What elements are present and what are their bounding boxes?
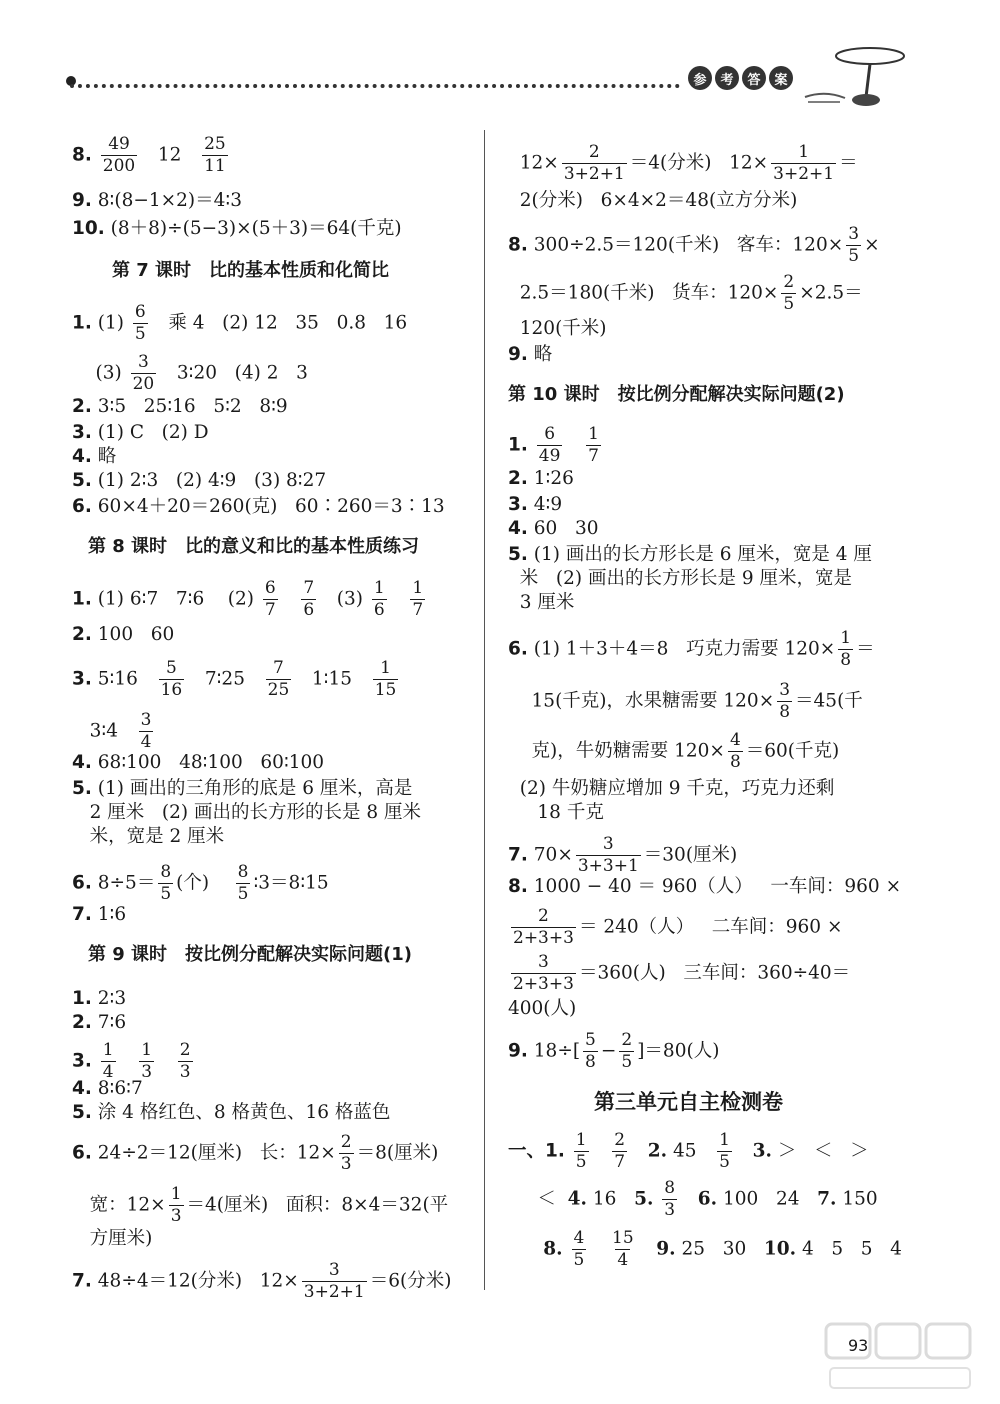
fraction: $\frac{2}{3+2+1}$ <box>563 142 625 184</box>
fraction: $\frac{49}{200}$ <box>102 134 136 176</box>
answer-line: 1. (1) $\frac{6}{5}$ 乘 4 (2) 12 35 0.8 16 <box>72 302 408 344</box>
question-number: 1. <box>72 588 92 610</box>
fraction: $\frac{4}{5}$ <box>573 1228 585 1270</box>
fraction: $\frac{5}{16}$ <box>160 658 183 700</box>
question-number: 4. <box>72 446 92 467</box>
fraction: $\frac{3}{20}$ <box>132 352 155 394</box>
answer-line: 400(人) <box>508 998 577 1019</box>
answer-line: 3. (1) C (2) D <box>72 422 209 443</box>
question-number: 5. <box>72 1102 92 1123</box>
fraction: $\frac{1}{3}$ <box>141 1040 153 1082</box>
answer-line: 1. 2∶3 <box>72 988 127 1009</box>
answer-line: 9. 略 <box>508 344 553 365</box>
question-number: 4. <box>72 752 92 773</box>
answer-line: 9. 8∶(8−1×2)＝4∶3 <box>72 190 242 211</box>
answer-line: 3. 4∶9 <box>508 494 563 515</box>
fraction: $\frac{5}{8}$ <box>585 1030 596 1072</box>
badge-char: 案 <box>769 66 793 90</box>
fraction: $\frac{1}{7}$ <box>412 578 424 620</box>
fraction: $\frac{3}{3+3+1}$ <box>577 834 639 876</box>
fraction: $\frac{1}{3+2+1}$ <box>773 142 835 184</box>
answer-line: 6. (1) 1＋3＋4＝8 巧克力需要 120× $\frac{1}{8}$ ＝ <box>508 628 875 670</box>
fraction: $\frac{3}{3+2+1}$ <box>303 1260 365 1302</box>
page-number: 93 <box>848 1336 869 1355</box>
answer-key-badge <box>688 66 793 90</box>
question-number: 9. <box>72 190 92 211</box>
fraction: $\frac{7}{25}$ <box>267 658 290 700</box>
fraction: $\frac{1}{5}$ <box>575 1130 587 1172</box>
question-number: 8. <box>508 234 528 256</box>
question-number: 2. <box>72 624 92 645</box>
answer-line: 3 厘米 <box>508 592 575 613</box>
answer-line: 4. 68∶100 48∶100 60∶100 <box>72 752 325 773</box>
answer-line: $\frac{2}{2+3+3}$ ＝ 240（人） 二车间：960 × <box>513 906 843 948</box>
fraction: $\frac{7}{6}$ <box>303 578 315 620</box>
answer-line: 4. 8∶6∶7 <box>72 1078 143 1099</box>
answer-line: 3∶4 $\frac{3}{4}$ <box>72 710 152 752</box>
answer-line: 4. 60 30 <box>508 518 599 539</box>
fraction: $\frac{4}{8}$ <box>729 730 741 772</box>
question-number: 2. <box>72 396 92 417</box>
answer-line: 5. (1) 画出的三角形的底是 6 厘米，高是 <box>72 778 413 799</box>
fraction: $\frac{1}{6}$ <box>373 578 385 620</box>
answer-line: 5. (1) 画出的长方形长是 6 厘米，宽是 4 厘 <box>508 544 872 565</box>
fraction: $\frac{1}{8}$ <box>840 628 852 670</box>
question-number: 一、1. <box>508 1140 565 1162</box>
question-number: 9. <box>508 344 528 365</box>
answer-line: 8. $\frac{4}{5}$ $\frac{15}{4}$ 9. 25 30 10. 4 5 5 4 <box>543 1228 902 1270</box>
answer-line: 2 厘米 (2) 画出的长方形的长是 8 厘米 <box>72 802 422 823</box>
question-number: 1. <box>508 434 528 456</box>
question-number: 3. <box>72 668 92 690</box>
answer-line: 6. 60×4＋20＝260(克) 60∶260＝3∶13 <box>72 496 445 517</box>
fraction: $\frac{25}{11}$ <box>204 134 226 176</box>
fraction: $\frac{1}{5}$ <box>719 1130 730 1172</box>
fraction: $\frac{8}{3}$ <box>664 1178 676 1220</box>
fraction: $\frac{2}{7}$ <box>614 1130 626 1172</box>
answer-line: 宽：12× $\frac{1}{3}$ ＝4(厘米) 面积：8×4＝32(平 <box>72 1184 449 1226</box>
answer-line: 2. 3∶5 25∶16 5∶2 8∶9 <box>72 396 288 417</box>
question-number: 1. <box>72 312 92 334</box>
answer-line: 3. 5∶16 $\frac{5}{16}$ 7∶25 $\frac{7}{25}$ 1∶15 $\frac{1}{15}$ <box>72 658 397 700</box>
answer-line: 12× $\frac{2}{3+2+1}$ ＝4(分米) 12× $\frac{1}{3+2+1}$ ＝ <box>508 142 858 184</box>
fraction: $\frac{3}{2+3+3}$ <box>513 952 574 994</box>
question-number: 4. <box>72 1078 92 1099</box>
column-divider <box>484 130 485 1290</box>
answer-line: 2.5＝180(千米) 货车：120× $\frac{2}{5}$ ×2.5＝ <box>508 272 863 314</box>
badge-char: 答 <box>742 66 766 90</box>
fraction: $\frac{6}{49}$ <box>538 424 561 466</box>
answer-line: 克)，牛奶糖需要 120× $\frac{4}{8}$ ＝60(千克) <box>508 730 840 772</box>
answer-line: 7. 48÷4＝12(分米) 12× $\frac{3}{3+2+1}$ ＝6(分米) <box>72 1260 452 1302</box>
fraction: $\frac{3}{4}$ <box>140 710 152 752</box>
question-number: 2. <box>72 1012 92 1033</box>
answer-line: $\frac{3}{2+3+3}$ ＝360(人) 三车间：360÷40＝ <box>513 952 851 994</box>
question-number: 10. <box>72 218 105 239</box>
question-number: 1. <box>72 988 92 1009</box>
question-number: 5. <box>72 778 92 799</box>
fraction: $\frac{15}{4}$ <box>612 1228 634 1270</box>
answer-line: 120(千米) <box>508 318 607 339</box>
answer-line: 2. 100 60 <box>72 624 175 645</box>
header-dotted-rule <box>70 74 680 88</box>
answer-line: 2(分米) 6×4×2＝48(立方分米) <box>508 190 798 211</box>
fraction: $\frac{2}{2+3+3}$ <box>513 906 574 948</box>
question-number: 3. <box>72 422 92 443</box>
desk-lamp-icon <box>800 42 910 112</box>
fraction: $\frac{3}{5}$ <box>848 224 860 266</box>
answer-line <box>508 426 604 465</box>
section-title: 第 9 课时 按比例分配解决实际问题(1) <box>88 944 413 965</box>
fraction: $\frac{1}{3}$ <box>170 1184 182 1226</box>
answer-line: 5. (1) 2∶3 (2) 4∶9 (3) 8∶27 <box>72 470 327 491</box>
badge-char: 考 <box>715 66 739 90</box>
question-number: 6. <box>72 1142 92 1164</box>
answer-line: 18 千克 <box>508 802 604 823</box>
question-number: 6. <box>72 872 92 894</box>
section-title: 第 10 课时 按比例分配解决实际问题(2) <box>508 384 845 405</box>
answer-line: 6. 24÷2＝12(厘米) 长：12× $\frac{2}{3}$ ＝8(厘米) <box>72 1132 439 1174</box>
answer-line: ＜ 4. 16 5. $\frac{8}{3}$ 6. 100 24 7. 150 <box>508 1178 878 1220</box>
answer-line: 9. 18÷[ $\frac{5}{8}$ − $\frac{2}{5}$ ]＝80(人) <box>508 1030 720 1072</box>
watermark-logo-icon <box>820 1316 980 1396</box>
fraction: $\frac{2}{5}$ <box>621 1030 633 1072</box>
answer-line: 4. 略 <box>72 446 117 467</box>
answer-line: 2. 1∶26 <box>508 468 574 489</box>
question-number: 8. <box>72 144 92 166</box>
fraction: $\frac{8}{5}$ <box>237 862 249 904</box>
answer-line: 15(千克)，水果糖需要 120× $\frac{3}{8}$ ＝45(千 <box>508 680 863 722</box>
answer-line: 6. 8÷5＝ $\frac{8}{5}$ (个) $\frac{8}{5}$ ∶3＝8∶15 <box>72 862 329 904</box>
question-number: 4. <box>508 518 528 539</box>
section-title: 第 7 课时 比的基本性质和化简比 <box>112 260 390 281</box>
answer-line: (3) $\frac{3}{20}$ 3∶20 (4) 2 3 <box>72 352 308 394</box>
fraction: $\frac{2}{5}$ <box>783 272 795 314</box>
answer-line: 方厘米) <box>72 1228 153 1249</box>
question-number: 7. <box>72 904 92 925</box>
question-number: 3. <box>508 494 528 515</box>
fraction: $\frac{6}{5}$ <box>134 302 146 344</box>
fraction: $\frac{3}{8}$ <box>779 680 791 722</box>
question-number: 3. <box>72 1050 92 1072</box>
answer-line: 8. $\frac{49}{200}$ 12 $\frac{25}{11}$ <box>72 134 226 176</box>
answer-line: 米，宽是 2 厘米 <box>72 826 225 847</box>
fraction: $\frac{2}{3}$ <box>179 1040 191 1082</box>
fraction: $\frac{1}{4}$ <box>102 1040 114 1082</box>
fraction: $\frac{1}{15}$ <box>374 658 397 700</box>
answer-line: 一、1. $\frac{1}{5}$ $\frac{2}{7}$ 2. 45 $\frac{1}{5}$ 3. ＞ ＜ ＞ <box>508 1130 869 1172</box>
question-number: 7. <box>508 844 528 866</box>
fraction: $\frac{8}{5}$ <box>160 862 172 904</box>
question-number: 5. <box>72 470 92 491</box>
answer-line: 5. 涂 4 格红色、8 格黄色、16 格蓝色 <box>72 1102 391 1123</box>
fraction: $\frac{2}{3}$ <box>340 1132 352 1174</box>
question-number: 7. <box>72 1270 92 1292</box>
answer-line: 1. (1) 6∶7 7∶6 (2) $\frac{6}{7}$ $\frac{7}{6}$ (3) $\frac{1}{6}$ $\frac{1}{7}$ <box>72 578 424 620</box>
answer-line: 8. 1000 − 40 ＝ 960（人） 一车间：960 × <box>508 876 902 897</box>
answer-line: (2) 牛奶糖应增加 9 千克，巧克力还剩 <box>508 778 835 799</box>
section-title: 第三单元自主检测卷 <box>594 1090 783 1114</box>
badge-char: 参 <box>688 66 712 90</box>
answer-line: 10. (8＋8)÷(5−3)×(5＋3)＝64(千克) <box>72 218 402 239</box>
answer-line: 7. 70× $\frac{3}{3+3+1}$ ＝30(厘米) <box>508 834 738 876</box>
answer-line: 8. 300÷2.5＝120(千米) 客车：120× $\frac{3}{5}$ × <box>508 224 880 266</box>
answer-line: 米 (2) 画出的长方形长是 9 厘米，宽是 <box>508 568 853 589</box>
question-number: 9. <box>508 1040 528 1062</box>
question-number: 2. <box>508 468 528 489</box>
question-number: 6. <box>72 496 92 517</box>
section-title: 第 8 课时 比的意义和比的基本性质练习 <box>88 536 420 557</box>
question-number: 5. <box>508 544 528 565</box>
answer-line: 2. 7∶6 <box>72 1012 127 1033</box>
question-number: 6. <box>508 638 528 660</box>
answer-line: 7. 1∶6 <box>72 904 127 925</box>
fraction: $\frac{1}{7}$ <box>588 424 599 466</box>
fraction: $\frac{6}{7}$ <box>264 578 276 620</box>
question-number: 8. <box>508 876 528 897</box>
